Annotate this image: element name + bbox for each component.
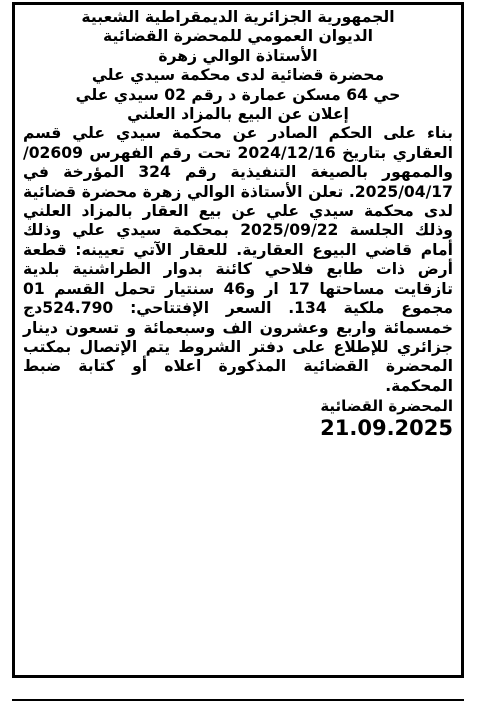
notice-header <box>23 8 453 124</box>
signature-label: المحضرة القضائية <box>320 397 453 416</box>
republic-title: الجمهورية الجزائرية الديمقراطية الشعبية <box>81 8 395 26</box>
bailiff-role: محضرة قضائية لدى محكمة سيدي علي <box>91 66 385 85</box>
office-address: حي 64 مسكن عمارة د رقم 02 سيدي علي <box>75 85 401 104</box>
bailiff-name: الأستاذة الوالي زهرة <box>158 46 318 65</box>
divider <box>12 699 464 701</box>
notice-body: بناء على الحكم الصادر عن محكمة سيدي علي قسم العقاري بتاريخ 2024/12/16 تحت رقم الفهرس 02609/ والممهور بالصيغة التنفيذية رقم 324 المؤرخة في 2025/04/17. تعلن الأستاذة الوالي زهرة محضرة قضائية لدى محكمة سيدي علي عن بيع العقار بالمزاد العلني وذلك الجلسة 2025/09/22 بمحكمة سيدي علي وذلك أمام قاضي البيوع العقارية. للعقار الآتي تعيينه: قطعة أرض ذات طابع فلاحي كائنة بدوار الطراشنية بلدية تازقايت مساحتها 17 ار و46 سنتيار تحمل القسم 01 مجموع ملكية 134. السعر الإفتتاحي: 524.790دج خمسمائة واربع وعشرون الف وسبعمائة و تسعون دينار جزائري للإطلاع على دفتر الشروط يتم الإتصال بمكتب المحضرة القضائية المذكورة اعلاه أو كتابة ضبط المحكمة. <box>23 124 454 395</box>
notice-heading: إعلان عن البيع بالمزاد العلني <box>127 105 349 124</box>
notice-date: 21.09.2025 <box>320 416 453 441</box>
legal-notice <box>12 2 464 678</box>
office-title: الديوان العمومي للمحضرة القضائية <box>103 27 373 46</box>
